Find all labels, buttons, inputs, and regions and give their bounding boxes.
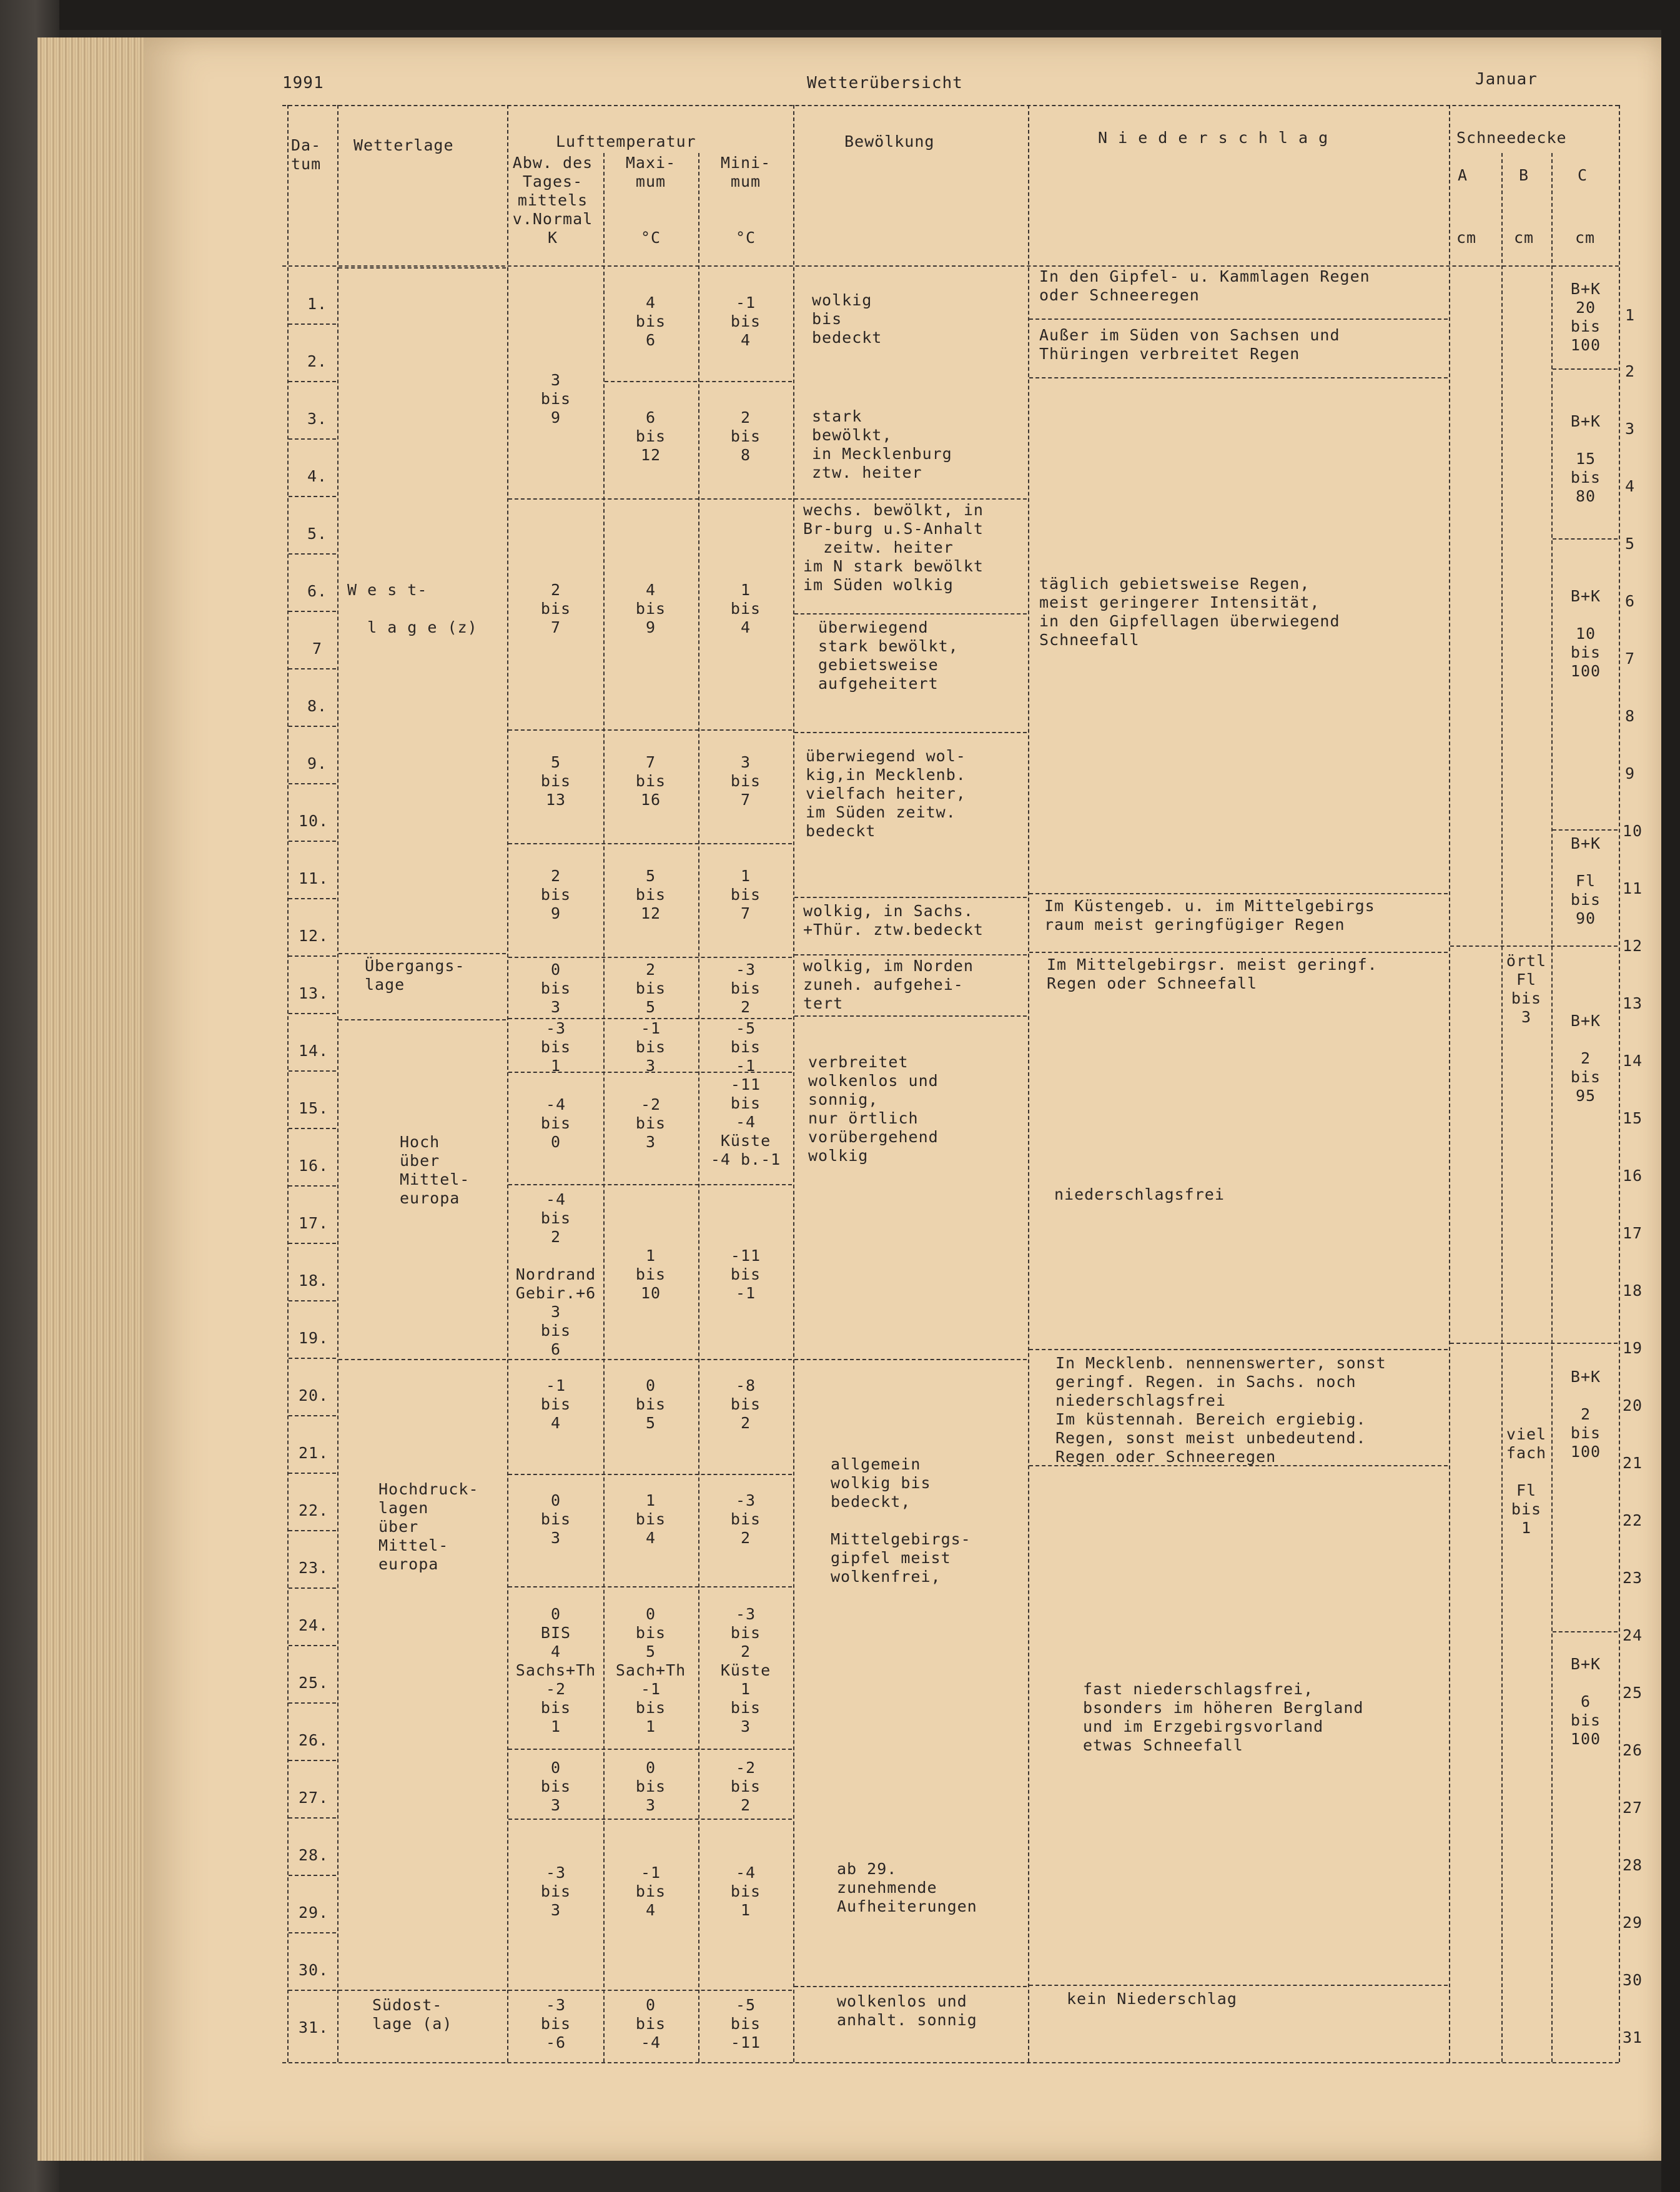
snow-c-value: B+K 6 bis 100	[1570, 1655, 1601, 1748]
temp-separator	[508, 1819, 792, 1820]
snow-separator	[1553, 538, 1618, 540]
day-separator	[289, 1817, 336, 1819]
temp-abw-value: 2 bis 7	[540, 581, 571, 636]
right-day-label: 19	[1623, 1339, 1643, 1357]
temp-separator	[508, 1749, 792, 1750]
right-day-label: 10	[1623, 822, 1643, 840]
niederschlag-separator	[1029, 1985, 1448, 1986]
temp-abw-value: -4 bis 2	[540, 1190, 571, 1246]
niederschlag-text: In Mecklenb. nennenswerter, sonst geringf. Regen. in Sachs. noch niederschlagsfrei	[1055, 1354, 1386, 1409]
snow-b-value: viel fach Fl bis 1	[1506, 1425, 1547, 1537]
day-label: 11.	[299, 869, 329, 887]
niederschlag-separator	[1029, 377, 1448, 378]
right-day-label: 8	[1625, 707, 1636, 725]
right-day-label: 23	[1623, 1569, 1643, 1587]
niederschlag-text: Im Küstengeb. u. im Mittelgebirgs raum meist geringfügiger Regen	[1044, 897, 1375, 934]
right-day-label: 31	[1623, 2028, 1643, 2046]
temp-min-value: -2 bis 2	[730, 1759, 761, 1814]
right-day-label: 29	[1623, 1913, 1643, 1932]
snow-b-value: örtl Fl bis 3	[1506, 952, 1547, 1026]
day-separator	[289, 1932, 336, 1933]
day-separator	[289, 381, 336, 382]
temp-max-value: -2 bis 3	[635, 1095, 666, 1151]
snow-c-value: B+K 2 bis 95	[1570, 1012, 1601, 1105]
day-label: 21.	[299, 1444, 329, 1462]
bewoelkung-separator	[794, 954, 1027, 955]
vline-snow-a	[1501, 153, 1503, 2062]
day-label: 26.	[299, 1731, 329, 1749]
day-separator	[289, 726, 336, 727]
day-label: 31.	[299, 2018, 329, 2036]
day-label: 14.	[299, 1042, 329, 1060]
day-label: 7	[312, 639, 323, 658]
temp-min-value: 1 bis 7	[730, 867, 761, 922]
right-day-label: 5	[1625, 535, 1636, 553]
temp-max-value: 2 bis 5	[635, 960, 666, 1016]
right-day-label: 22	[1623, 1511, 1643, 1529]
col-datum-header: Da- tum	[291, 136, 322, 173]
temp-abw-value: 3 bis 9	[540, 371, 571, 427]
temp-abw-value: 0 bis 3	[540, 1759, 571, 1814]
vline-min	[793, 105, 794, 2062]
col-bewoelkung-header: Bewölkung	[844, 132, 935, 151]
wetterlage-separator	[338, 1359, 506, 1360]
vline-bewoelkung	[1028, 105, 1029, 2062]
bewoelkung-text: wechs. bewölkt, in Br-burg u.S-Anhalt zeitw. heiter im N stark bewölkt im Süden wolkig	[803, 501, 984, 594]
wetterlage-suedostlage: Südost- lage (a)	[372, 1996, 453, 2033]
temp-min-value: -5 bis -1	[730, 1019, 761, 1075]
day-separator	[289, 841, 336, 842]
temp-max-value: 1 bis 4	[635, 1491, 666, 1547]
snow-separator	[1450, 1343, 1618, 1344]
temp-separator	[508, 1474, 792, 1475]
temp-abw-value: -3 bis -6	[540, 1996, 571, 2051]
day-separator	[289, 1128, 336, 1129]
wetterlage-separator	[338, 267, 506, 269]
right-day-label: 17	[1623, 1224, 1643, 1242]
bewoelkung-separator	[794, 498, 1027, 500]
unit-cm-a: cm	[1456, 229, 1477, 247]
snow-separator	[1450, 945, 1618, 947]
day-separator	[289, 1415, 336, 1416]
day-separator	[289, 1702, 336, 1704]
temp-min-value: 3 bis 7	[730, 753, 761, 809]
day-separator	[289, 323, 336, 325]
bewoelkung-text: wolkenlos und anhalt. sonnig	[837, 1992, 977, 2029]
day-separator	[289, 1645, 336, 1646]
temp-abw-value: -3 bis 3	[540, 1864, 571, 1919]
day-label: 12.	[299, 927, 329, 945]
day-label: 27.	[299, 1789, 329, 1807]
day-separator	[289, 1587, 336, 1589]
col-snow-a-header: A	[1458, 166, 1468, 184]
day-separator	[289, 1243, 336, 1244]
temp-max-value: 5 bis 12	[635, 867, 666, 922]
wetterlage-separator	[338, 1990, 506, 1991]
day-label: 25.	[299, 1674, 329, 1692]
temp-min-value: 2 bis 8	[730, 408, 761, 464]
temp-max-value: 0 bis 5 Sach+Th -1 bis 1	[615, 1605, 686, 1735]
right-day-label: 12	[1623, 937, 1643, 955]
bewoelkung-separator	[794, 613, 1027, 615]
temp-separator	[508, 1586, 792, 1587]
day-separator	[289, 611, 336, 612]
right-day-label: 2	[1625, 362, 1636, 380]
snow-c-value: B+K 15 bis 80	[1570, 412, 1601, 505]
day-label: 28.	[299, 1846, 329, 1864]
temp-max-value: 4 bis 9	[635, 581, 666, 636]
temp-min-value: -11 bis -1	[730, 1247, 761, 1302]
temp-abw-value: 2 bis 9	[540, 867, 571, 922]
right-day-label: 20	[1623, 1396, 1643, 1414]
day-label: 9.	[307, 754, 328, 773]
right-day-label: 13	[1623, 994, 1643, 1012]
day-separator	[289, 553, 336, 555]
page-title: Wetterübersicht	[807, 74, 963, 92]
temp-min-value: -1 bis 4	[730, 294, 761, 349]
temp-max-value: 7 bis 16	[635, 753, 666, 809]
temp-separator	[508, 1359, 792, 1360]
right-day-label: 4	[1625, 477, 1636, 495]
snow-separator	[1553, 1631, 1618, 1632]
bewoelkung-text: ab 29. zunehmende Aufheiterungen	[837, 1860, 977, 1915]
day-separator	[289, 1300, 336, 1301]
wetterlage-westlage: W e s t- l a g e (z)	[347, 581, 478, 636]
snow-c-value: B+K 20 bis 100	[1570, 280, 1601, 354]
right-day-label: 7	[1625, 649, 1636, 668]
vline-niederschlag	[1449, 105, 1450, 2062]
niederschlag-text: Im Mittelgebirgsr. meist geringf. Regen oder Schneefall	[1047, 955, 1378, 992]
temp-separator	[508, 1184, 792, 1185]
right-day-label: 25	[1623, 1684, 1643, 1702]
temp-abw-value: 0 BIS 4 Sachs+Th -2 bis 1	[515, 1605, 596, 1735]
day-label: 13.	[299, 984, 329, 1002]
day-label: 22.	[299, 1501, 329, 1519]
wetterlage-separator	[338, 1019, 506, 1020]
table-top-border	[282, 105, 1619, 106]
niederschlag-text: niederschlagsfrei	[1054, 1185, 1225, 1203]
right-day-label: 26	[1623, 1741, 1643, 1759]
col-snow-b-header: B	[1519, 166, 1529, 184]
day-separator	[289, 1358, 336, 1359]
day-label: 17.	[299, 1214, 329, 1232]
day-label: 30.	[299, 1961, 329, 1979]
niederschlag-separator	[1029, 893, 1448, 894]
right-day-label: 11	[1623, 879, 1643, 897]
snow-separator	[1553, 368, 1618, 370]
right-day-label: 18	[1623, 1281, 1643, 1300]
temp-separator	[508, 843, 792, 844]
col-niederschlag-header: N i e d e r s c h l a g	[1098, 129, 1329, 147]
bewoelkung-separator	[794, 897, 1027, 898]
col-max-header: Maxi- mum °C	[625, 154, 676, 247]
niederschlag-separator	[1029, 1349, 1448, 1350]
temp-min-value: -3 bis 2 Küste 1 bis 3	[720, 1605, 771, 1735]
month-label: Januar	[1475, 70, 1538, 89]
col-abw-header: Abw. des Tages- mittels v.Normal K	[512, 154, 593, 247]
niederschlag-separator	[1029, 318, 1448, 320]
temp-min-value: -4 bis 1	[730, 1864, 761, 1919]
day-separator	[289, 955, 336, 957]
scan-top-edge	[0, 0, 1680, 30]
temp-min-value: -3 bis 2	[730, 1491, 761, 1547]
right-day-label: 3	[1625, 420, 1636, 438]
day-separator	[289, 783, 336, 784]
day-separator	[289, 1013, 336, 1014]
temp-separator	[508, 957, 792, 958]
temp-abw-value: -1 bis 4	[540, 1376, 571, 1432]
bewoelkung-text: überwiegend stark bewölkt, gebietsweise aufgeheitert	[818, 618, 959, 693]
wetterlage-hochdrucklagen: Hochdruck- lagen über Mittel- europa	[378, 1480, 479, 1573]
niederschlag-text: Im küstennah. Bereich ergiebig. Regen, sonst meist unbedeutend. Regen oder Schneeregen	[1055, 1410, 1366, 1466]
day-separator	[289, 898, 336, 899]
temp-abw-value: Nordrand Gebir.+6 3 bis 6	[515, 1265, 596, 1358]
temp-separator	[605, 381, 792, 382]
temp-max-value: 0 bis -4	[635, 1996, 666, 2051]
niederschlag-separator	[1029, 1465, 1448, 1466]
unit-cm-b: cm	[1514, 229, 1534, 247]
day-label: 15.	[299, 1099, 329, 1117]
day-label: 24.	[299, 1616, 329, 1634]
table-bottom-border	[282, 2062, 1619, 2063]
right-day-label: 14	[1623, 1052, 1643, 1070]
temp-max-value: 0 bis 3	[635, 1759, 666, 1814]
bewoelkung-text: stark bewölkt, in Mecklenburg ztw. heiter	[812, 407, 952, 481]
day-label: 18.	[299, 1271, 329, 1290]
col-min-header: Mini- mum °C	[720, 154, 771, 247]
scan-right-edge	[1661, 0, 1680, 2192]
right-day-label: 1	[1625, 306, 1636, 324]
bewoelkung-separator	[794, 1986, 1027, 1987]
niederschlag-text: Außer im Süden von Sachsen und Thüringen verbreitet Regen	[1039, 326, 1340, 363]
day-label: 8.	[307, 697, 328, 715]
day-label: 2.	[307, 352, 328, 370]
temp-abw-value: 0 bis 3	[540, 1491, 571, 1547]
day-separator	[289, 496, 336, 497]
col-wetterlage-header: Wetterlage	[353, 136, 454, 154]
year-label: 1991	[282, 74, 324, 92]
right-day-label: 30	[1623, 1971, 1643, 1989]
right-day-label: 15	[1623, 1109, 1643, 1127]
day-label: 19.	[299, 1329, 329, 1347]
temp-separator	[508, 1072, 792, 1073]
temp-min-value: -3 bis 2	[730, 960, 761, 1016]
bewoelkung-text: überwiegend wol- kig,in Mecklenb. vielfach heiter, im Süden zeitw. bedeckt	[806, 747, 966, 840]
right-day-label: 28	[1623, 1856, 1643, 1874]
temp-max-value: 1 bis 10	[635, 1247, 666, 1302]
col-schneedecke-header: Schneedecke	[1456, 129, 1567, 147]
day-separator	[289, 1070, 336, 1072]
right-day-label: 9	[1625, 764, 1636, 783]
bewoelkung-separator	[794, 1015, 1027, 1017]
day-label: 3.	[307, 410, 328, 428]
day-label: 16.	[299, 1157, 329, 1175]
vline-left	[287, 105, 289, 2062]
header-bottom-border	[282, 265, 1619, 267]
col-lufttemperatur-header: Lufttemperatur	[556, 132, 696, 151]
day-label: 10.	[299, 812, 329, 830]
day-label: 29.	[299, 1903, 329, 1922]
day-separator	[289, 1530, 336, 1531]
day-separator	[289, 1990, 336, 1991]
temp-max-value: -1 bis 4	[635, 1864, 666, 1919]
bewoelkung-text: verbreitet wolkenlos und sonnig, nur örtlich vorübergehend wolkig	[808, 1053, 939, 1165]
niederschlag-text: täglich gebietsweise Regen, meist geringerer Intensität, in den Gipfellagen überwiegend Schneefall	[1039, 575, 1340, 649]
unit-cm-c: cm	[1575, 229, 1596, 247]
bewoelkung-text: allgemein wolkig bis bedeckt, Mittelgebirgs- gipfel meist wolkenfrei,	[831, 1455, 971, 1586]
bewoelkung-separator	[794, 732, 1027, 733]
day-separator	[289, 1473, 336, 1474]
niederschlag-text: In den Gipfel- u. Kammlagen Regen oder Schneeregen	[1039, 267, 1370, 304]
right-day-label: 6	[1625, 592, 1636, 610]
col-snow-c-header: C	[1578, 166, 1588, 184]
temp-abw-value: -4 bis 0	[540, 1095, 571, 1151]
niederschlag-separator	[1029, 952, 1448, 953]
wetterlage-separator	[338, 953, 506, 954]
temp-separator	[508, 1990, 792, 1991]
temp-min-value: -11 bis -4 Küste -4 b.-1	[710, 1075, 781, 1168]
bewoelkung-text: wolkig, in Sachs. +Thür. ztw.bedeckt	[803, 902, 984, 939]
day-separator	[289, 1875, 336, 1876]
temp-min-value: -5 bis -11	[730, 1996, 761, 2051]
vline-datum	[337, 105, 338, 2062]
vline-right	[1619, 105, 1620, 2062]
day-label: 4.	[307, 467, 328, 485]
day-separator	[289, 438, 336, 440]
temp-min-value: -8 bis 2	[730, 1376, 761, 1432]
day-separator	[289, 1185, 336, 1187]
temp-separator	[508, 498, 792, 500]
temp-abw-value: -3 bis 1	[540, 1019, 571, 1075]
temp-min-value: 1 bis 4	[730, 581, 761, 636]
day-label: 1.	[307, 295, 328, 313]
snow-c-value: B+K 10 bis 100	[1570, 587, 1601, 680]
day-separator	[289, 1760, 336, 1761]
right-day-label: 16	[1623, 1167, 1643, 1185]
temp-max-value: -1 bis 3	[635, 1019, 666, 1075]
right-day-label: 24	[1623, 1626, 1643, 1644]
bewoelkung-separator	[794, 1359, 1027, 1360]
day-label: 23.	[299, 1559, 329, 1577]
right-day-label: 21	[1623, 1454, 1643, 1472]
wetterlage-uebergangslage: Übergangs- lage	[365, 957, 465, 994]
wetterlage-hoch-mitteleuropa: Hoch über Mittel- europa	[400, 1133, 470, 1207]
bewoelkung-text: wolkig, im Norden zuneh. aufgehei- tert	[803, 957, 974, 1012]
niederschlag-text: fast niederschlagsfrei, bsonders im höheren Bergland und im Erzgebirgsvorland etwas Schneefall	[1083, 1680, 1364, 1754]
niederschlag-text: kein Niederschlag	[1067, 1990, 1237, 2008]
bewoelkung-text: wolkig bis bedeckt	[812, 291, 882, 347]
day-label: 6.	[307, 582, 328, 600]
temp-abw-value: 0 bis 3	[540, 960, 571, 1016]
temp-max-value: 4 bis 6	[635, 294, 666, 349]
temp-max-value: 0 bis 5	[635, 1376, 666, 1432]
temp-max-value: 6 bis 12	[635, 408, 666, 464]
day-separator	[289, 668, 336, 669]
snow-c-value: B+K Fl bis 90	[1570, 834, 1601, 927]
snow-c-value: B+K 2 bis 100	[1570, 1368, 1601, 1461]
temp-separator	[508, 729, 792, 731]
day-label: 5.	[307, 525, 328, 543]
day-label: 20.	[299, 1386, 329, 1405]
temp-abw-value: 5 bis 13	[540, 753, 571, 809]
snow-separator	[1553, 829, 1618, 831]
right-day-label: 27	[1623, 1799, 1643, 1817]
